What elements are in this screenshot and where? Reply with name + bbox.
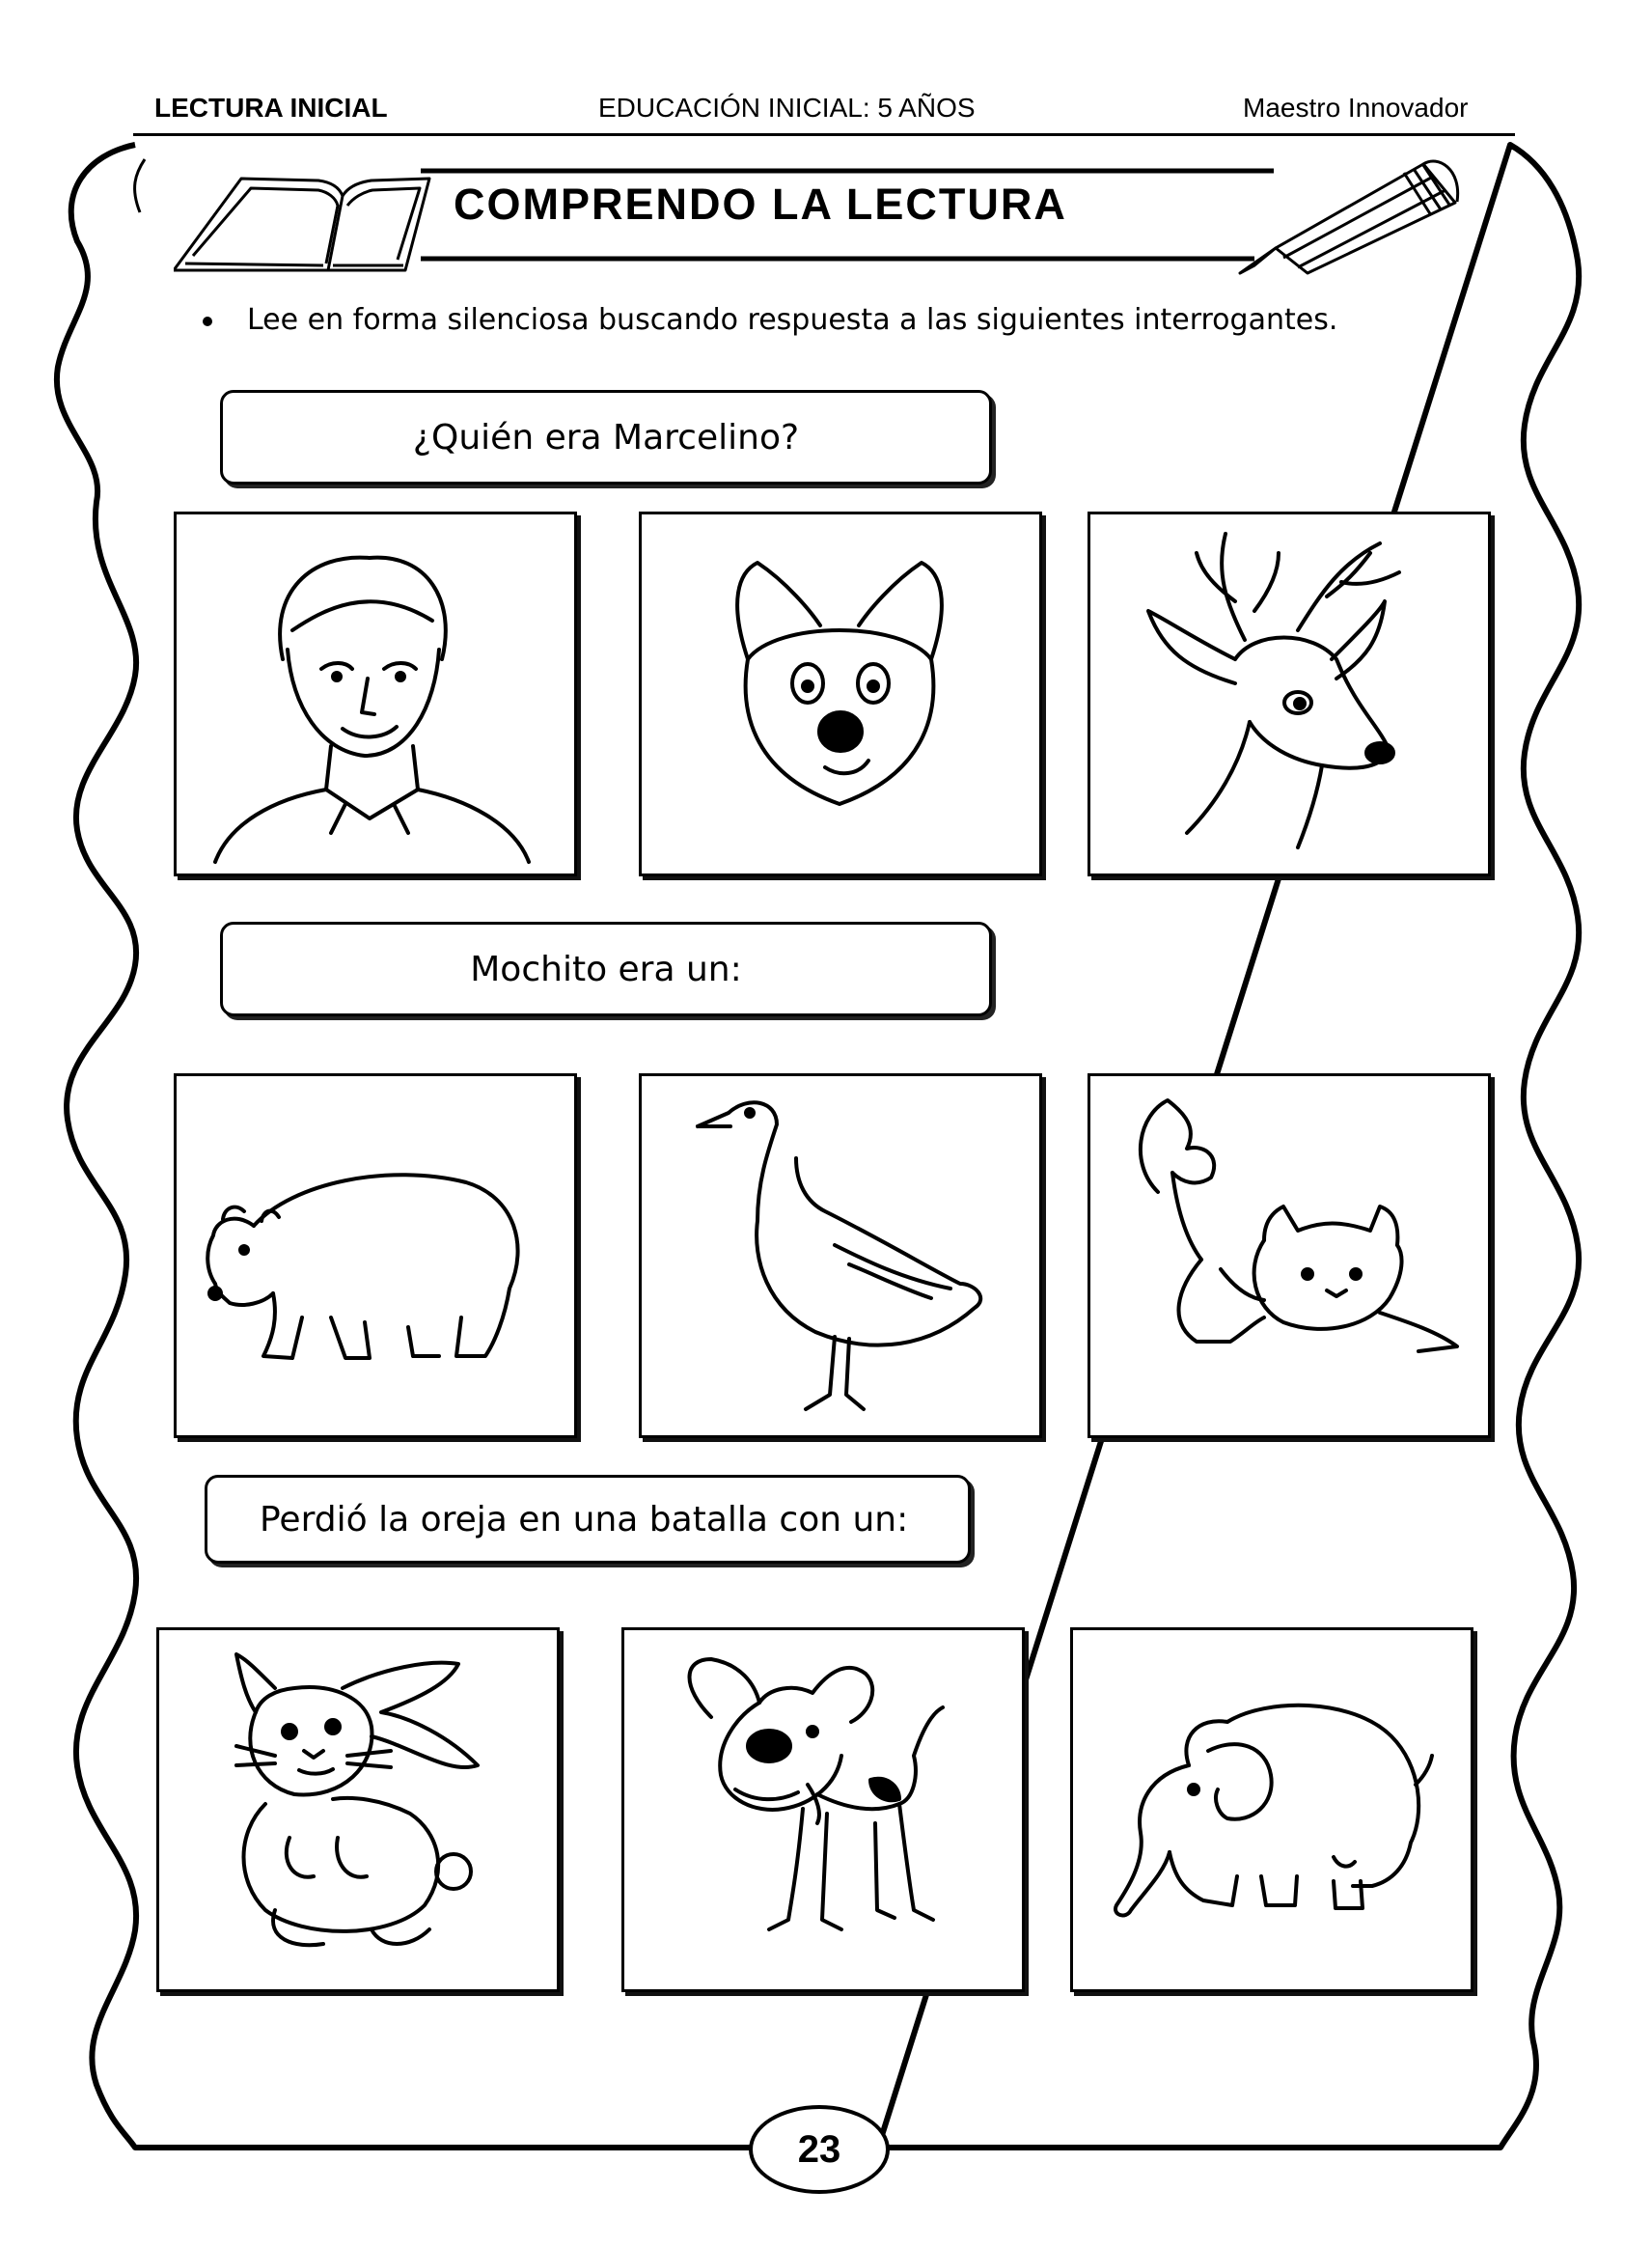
elephant-icon [1073,1630,1471,1989]
question-text-1: ¿Quién era Marcelino? [412,417,800,458]
question-text-3: Perdió la oreja en una batalla con un: [260,1499,909,1539]
deer-icon [1090,514,1488,873]
open-book-icon [174,179,429,270]
header-right-text: Maestro Innovador [1243,93,1469,123]
boy-icon [177,514,574,873]
option-card-fox-face[interactable] [639,512,1042,876]
header-center-text: EDUCACIÓN INICIAL: 5 AÑOS [598,93,976,123]
instruction-text: Lee en forma silenciosa buscando respuesta a las siguientes interrogantes. [247,303,1338,337]
page-number: 23 [749,2105,890,2194]
question-box-2 [220,922,992,1016]
header-left-text: LECTURA INICIAL [154,93,388,123]
rabbit-icon [159,1630,557,1989]
pencil-icon [1240,161,1458,273]
option-card-dog[interactable] [621,1627,1025,1992]
option-card-boy[interactable] [174,512,577,876]
bullet-icon [203,317,212,326]
bear-icon [177,1076,574,1435]
goose-icon [642,1076,1039,1435]
option-card-rabbit[interactable] [156,1627,560,1992]
option-card-bear[interactable] [174,1073,577,1438]
instruction-line [203,303,1337,337]
dog-icon [624,1630,1022,1989]
fox-face-icon [642,514,1039,873]
page-title: COMPRENDO LA LECTURA [454,180,1067,229]
option-card-cat[interactable] [1088,1073,1491,1438]
question-box-1 [220,390,992,485]
question-text-2: Mochito era un: [470,949,742,989]
question-box-3 [205,1475,971,1564]
option-card-deer[interactable] [1088,512,1491,876]
option-card-elephant[interactable] [1070,1627,1473,1992]
option-card-goose[interactable] [639,1073,1042,1438]
cat-icon [1090,1076,1488,1435]
